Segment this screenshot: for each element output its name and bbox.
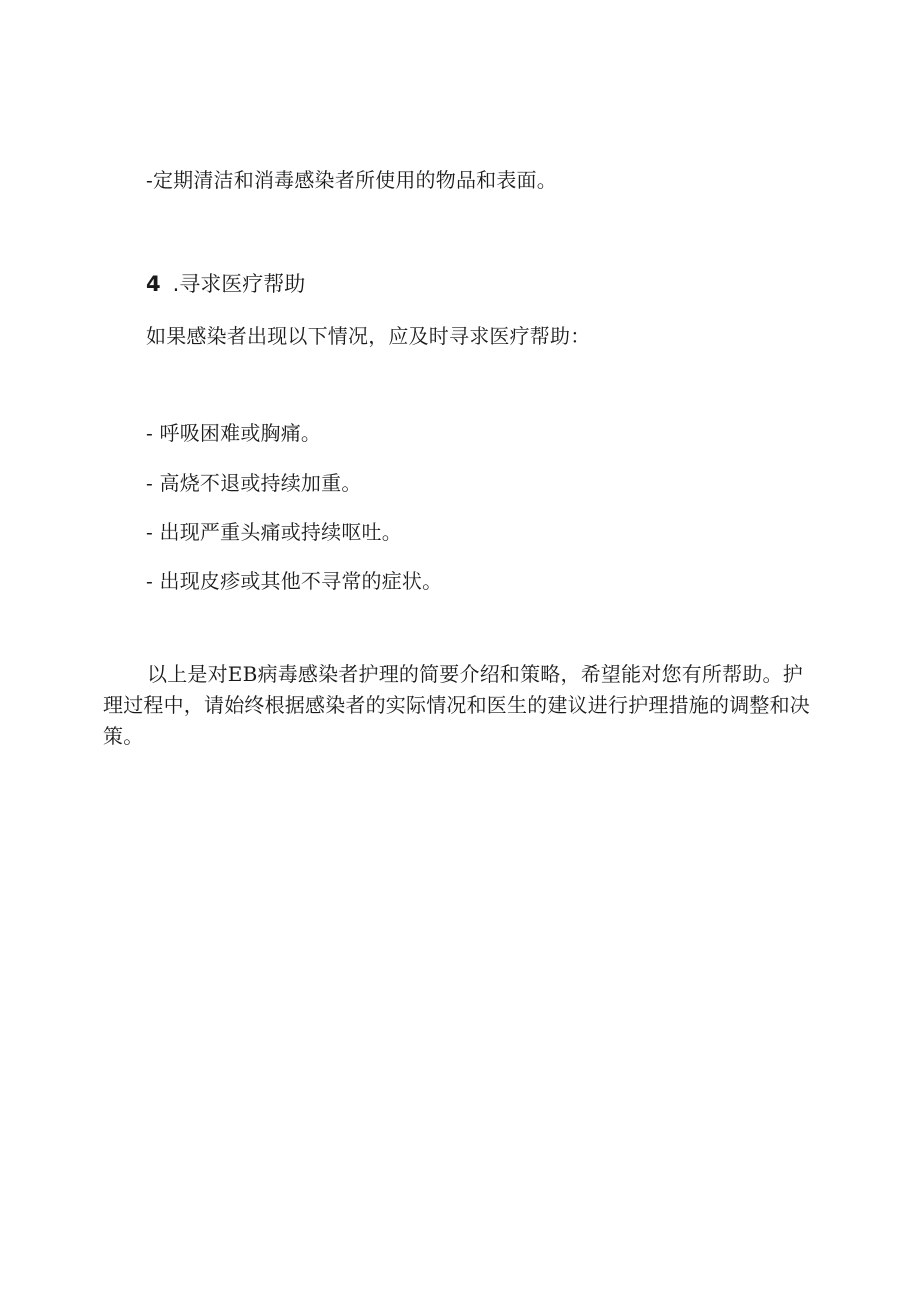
list-item: - 出现严重头痛或持续呕吐。 bbox=[146, 520, 402, 544]
list-item: - 出现皮疹或其他不寻常的症状。 bbox=[146, 569, 443, 593]
section-heading bbox=[146, 269, 305, 299]
cleaning-instruction-line: -定期清洁和消毒感染者所使用的物品和表面。 bbox=[146, 168, 557, 192]
conclusion-paragraph: 以上是对EB病毒感染者护理的简要介绍和策略，希望能对您有所帮助。护理过程中，请始终根据感染者的实际情况和医生的建议进行护理措施的调整和决策。 bbox=[103, 662, 810, 748]
section-number: 4 bbox=[146, 272, 161, 296]
intro-text: 如果感染者出现以下情况，应及时寻求医疗帮助： bbox=[146, 324, 591, 348]
section-title: .寻求医疗帮助 bbox=[172, 272, 306, 296]
list-item: - 呼吸困难或胸痛。 bbox=[146, 421, 322, 445]
list-item: - 高烧不退或持续加重。 bbox=[146, 471, 362, 495]
